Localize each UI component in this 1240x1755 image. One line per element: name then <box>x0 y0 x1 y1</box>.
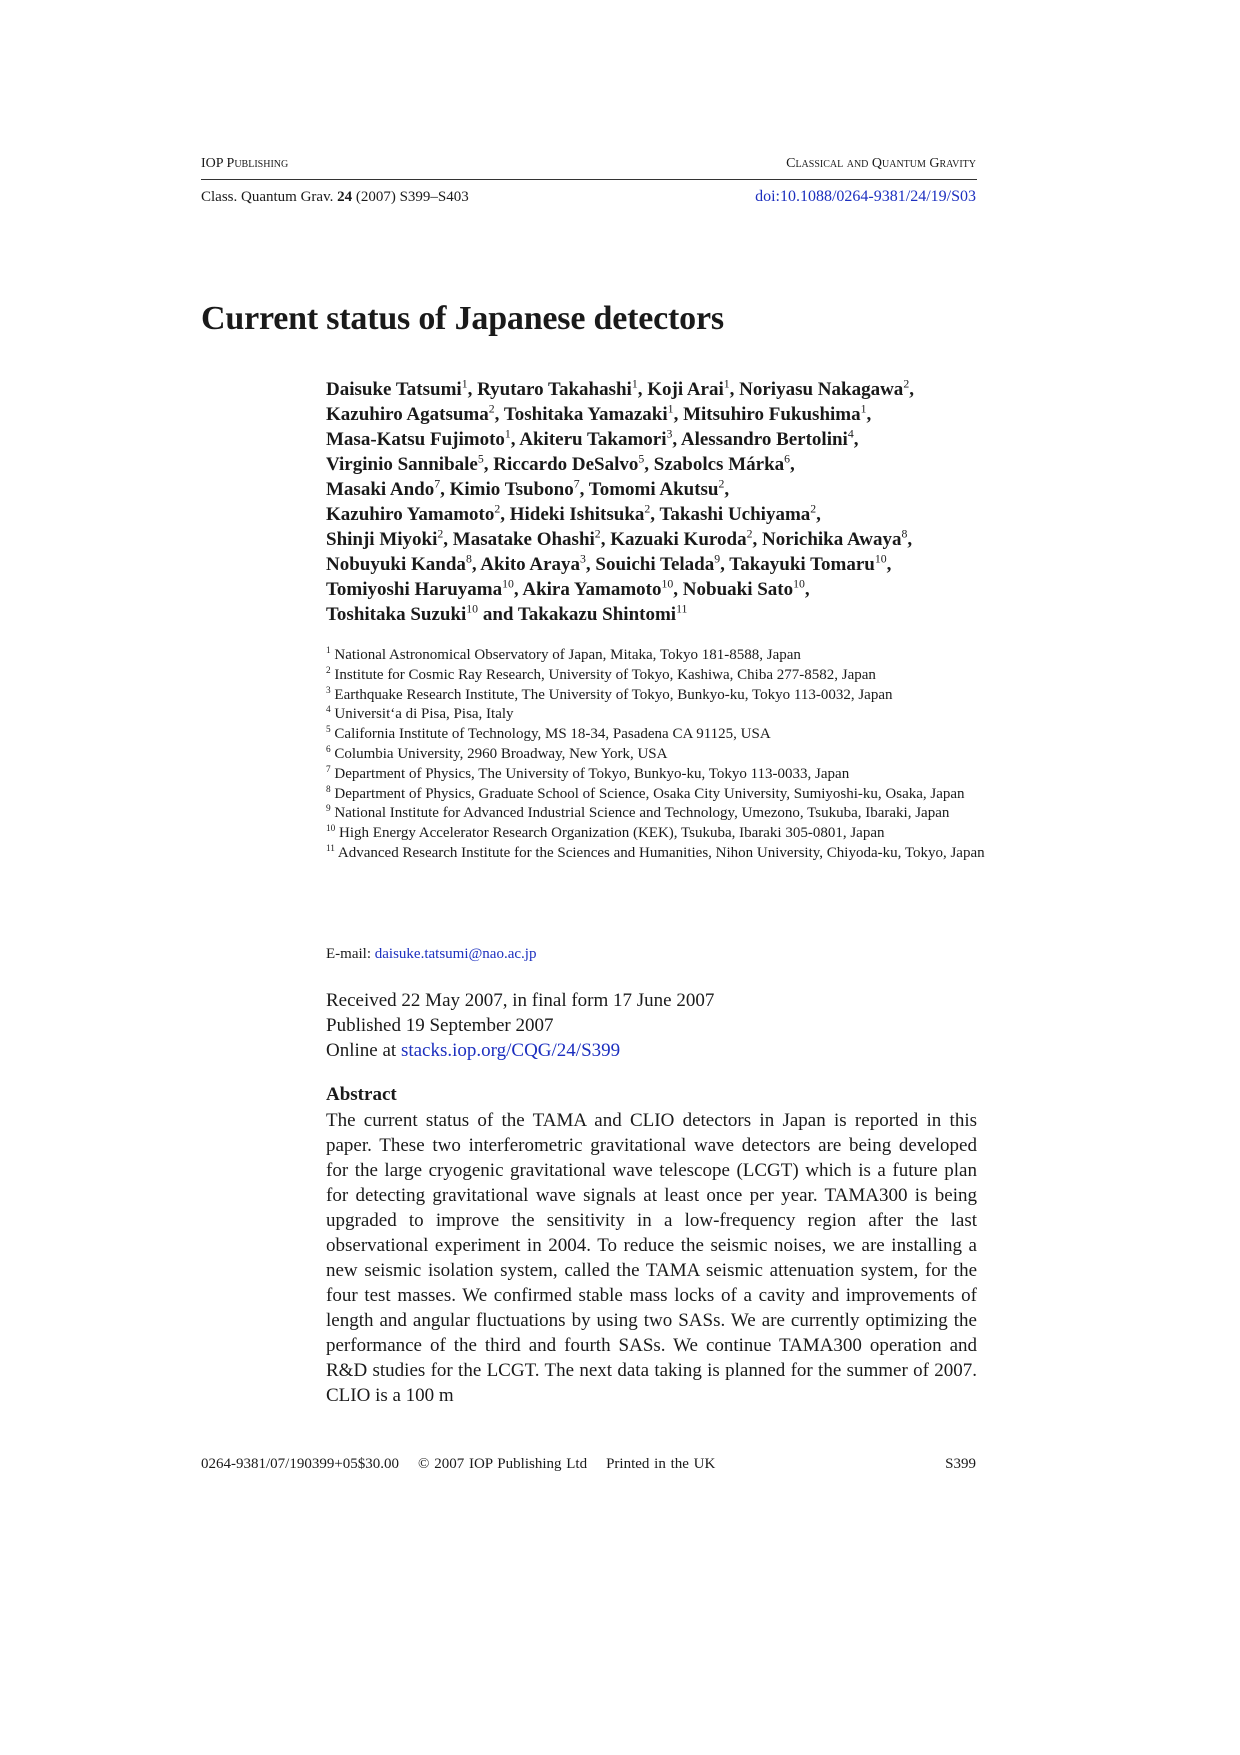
affiliation-text: Earthquake Research Institute, The University of Tokyo, Bunkyo-ku, Tokyo 113-0032, Japan <box>334 686 893 703</box>
author-name: Akito Araya <box>480 554 581 575</box>
affiliation-number: 11 <box>326 843 335 854</box>
author-affiliation-mark: 10 <box>502 577 514 591</box>
author-name: Akira Yamamoto <box>522 579 662 600</box>
author-separator: , <box>494 404 504 425</box>
affiliation-number: 5 <box>326 725 331 736</box>
affiliation-text: Department of Physics, The University of Tokyo, Bunkyo-ku, Tokyo 113-0033, Japan <box>334 765 850 782</box>
author-affiliation-mark: 2 <box>903 377 910 391</box>
author-affiliation-mark: 1 <box>723 377 730 391</box>
author-affiliation-mark: 10 <box>661 577 674 591</box>
affiliation-item <box>326 705 986 725</box>
author-separator: , <box>585 554 596 575</box>
author-name: Norichika Awaya <box>761 529 902 550</box>
footer-code: 0264-9381/07/190399+05$30.00 <box>201 1456 400 1472</box>
author-name: Hideki Ishitsuka <box>509 504 645 525</box>
author-list <box>326 377 986 627</box>
author-separator: , <box>443 529 453 550</box>
publisher-header: IOP Publishing <box>201 156 289 171</box>
author-name: Tomiyoshi Haruyama <box>326 579 503 600</box>
author-affiliation-mark: 10 <box>793 577 805 591</box>
author-name: Masa-Katsu Fujimoto <box>326 429 505 450</box>
online-link[interactable]: stacks.iop.org/CQG/24/S399 <box>400 1040 621 1061</box>
abstract-text: The current status of the TAMA and CLIO detectors in Japan is reported in this paper. These two interferometric gravitational wave detectors are being developed for the large cryogenic gravitational wave telescope (LCGT) which is a future plan for detecting gravitational wave signals at least once per year. TAMA300 is being upgraded to improve the sensitivity in a low-frequency region after the last observational experiment in 2004. To reduce the seismic noises, we are installing a new seismic isolation system, called the TAMA seismic attenuation system, for the four test masses. We confirmed stable mass locks of a cavity and improvements of length and angular fluctuations by using two SASs. We are currently optimizing the performance of the third and fourth SASs. We continue TAMA300 operation and R&D studies for the LCGT. The next data taking is planned for the summer of 2007. CLIO is a 100 m <box>326 1110 977 1406</box>
paper-title: Current status of Japanese detectors <box>201 300 724 337</box>
author-separator: , <box>672 429 681 450</box>
citation-journal: Class. Quantum Grav. <box>201 189 334 205</box>
author-name: Souichi Telada <box>595 554 715 575</box>
affiliation-text: Department of Physics, Graduate School of Science, Osaka City University, Sumiyoshi-ku, Osaka, Japan <box>334 785 965 802</box>
author-affiliation-mark: 2 <box>746 527 753 541</box>
affiliation-number: 8 <box>326 784 331 795</box>
author-separator: , <box>510 429 520 450</box>
author-affiliation-mark: 4 <box>847 427 854 441</box>
journal-header: Classical and Quantum Gravity <box>786 156 976 171</box>
author-name: Alessandro Bertolini <box>680 429 848 450</box>
author-separator: , <box>579 479 589 500</box>
affiliation-text: High Energy Accelerator Research Organization (KEK), Tsukuba, Ibaraki 305-0801, Japan <box>339 825 885 842</box>
author-affiliation-mark: 1 <box>667 402 674 416</box>
affiliation-text: Columbia University, 2960 Broadway, New York, USA <box>334 745 668 762</box>
citation-volume: 24 <box>337 189 353 205</box>
online-label: Online at <box>326 1040 397 1061</box>
author-name: Koji Arai <box>647 379 724 400</box>
author-affiliation-mark: 2 <box>810 502 817 516</box>
author-separator: , <box>804 579 815 600</box>
author-separator: , <box>853 429 864 450</box>
citation <box>201 189 469 206</box>
online-line <box>326 1038 714 1063</box>
footer-info <box>201 1456 715 1473</box>
email-line <box>326 946 536 963</box>
author-separator: , <box>513 579 523 600</box>
affiliation-number: 2 <box>326 665 331 676</box>
author-name: Kimio Tsubono <box>449 479 574 500</box>
author-affiliation-mark: 2 <box>494 502 501 516</box>
citation-year-pages: (2007) S399–S403 <box>355 189 469 205</box>
author-separator: , <box>644 454 654 475</box>
affiliation-text: Advanced Research Institute for the Sciences and Humanities, Nihon University, Chiyoda-ku, Tokyo, Japan <box>337 844 985 861</box>
author-affiliation-mark: 5 <box>477 452 484 466</box>
author-affiliation-mark: 10 <box>874 552 887 566</box>
author-affiliation-mark: 1 <box>860 402 867 416</box>
author-affiliation-mark: 3 <box>580 552 586 566</box>
abstract-heading: Abstract <box>326 1084 397 1105</box>
affiliation-text: National Institute for Advanced Industrial Science and Technology, Umezono, Tsukuba, Ibaraki, Japan <box>334 805 950 822</box>
author-affiliation-mark: 2 <box>437 527 444 541</box>
affiliation-number: 3 <box>326 685 331 696</box>
author-affiliation-mark: 1 <box>631 377 638 391</box>
author-name: Toshitaka Suzuki <box>326 604 467 625</box>
affiliation-item <box>326 844 986 864</box>
affiliation-text: California Institute of Technology, MS 18-34, Pasadena CA 91125, USA <box>334 726 771 743</box>
author-name: Masatake Ohashi <box>452 529 595 550</box>
author-name: Ryutaro Takahashi <box>477 379 632 400</box>
publication-dates <box>326 988 714 1063</box>
published-date: Published 19 September 2007 <box>326 1015 554 1036</box>
affiliation-item <box>326 765 986 785</box>
received-date: Received 22 May 2007, in final form 17 June 2007 <box>326 990 715 1011</box>
author-affiliation-mark: 2 <box>718 477 725 491</box>
doi-link[interactable]: doi:10.1088/0264-9381/24/19/S03 <box>755 188 976 205</box>
author-separator: , <box>500 504 510 525</box>
affiliation-number: 6 <box>326 744 331 755</box>
affiliation-item <box>326 686 986 706</box>
author-separator: , <box>471 554 481 575</box>
author-separator: , <box>673 404 684 425</box>
author-name: Mitsuhiro Fukushima <box>683 404 861 425</box>
author-affiliation-mark: 6 <box>784 452 791 466</box>
affiliation-item <box>326 666 986 686</box>
author-separator: , <box>816 504 826 525</box>
affiliation-item <box>326 804 986 824</box>
author-separator: , <box>724 479 734 500</box>
author-name: Kazuhiro Agatsuma <box>326 404 489 425</box>
author-name: Nobuaki Sato <box>682 579 794 600</box>
author-name: Kazuhiro Yamamoto <box>326 504 495 525</box>
author-name: Virginio Sannibale <box>326 454 478 475</box>
author-name: Toshitaka Yamazaki <box>503 404 668 425</box>
author-affiliation-mark: 8 <box>901 527 908 541</box>
author-affiliation-mark: 1 <box>461 377 468 391</box>
author-name: Takayuki Tomaru <box>729 554 875 575</box>
author-separator: , <box>440 479 450 500</box>
affiliation-item <box>326 745 986 765</box>
author-separator: , <box>886 554 897 575</box>
author-affiliation-mark: 2 <box>594 527 601 541</box>
author-affiliation-mark: 3 <box>666 427 673 441</box>
author-affiliation-mark: 10 <box>466 602 479 616</box>
author-affiliation-mark: 5 <box>638 452 645 466</box>
author-separator: , <box>650 504 660 525</box>
affiliation-text: Universit‘a di Pisa, Pisa, Italy <box>334 706 514 723</box>
author-separator: , <box>637 379 648 400</box>
footer-copyright: © 2007 IOP Publishing Ltd <box>418 1456 588 1472</box>
author-affiliation-mark: 7 <box>434 477 441 491</box>
affiliation-item <box>326 785 986 805</box>
author-name: Daisuke Tatsumi <box>326 379 462 400</box>
author-separator: , <box>673 579 683 600</box>
author-affiliation-mark: 2 <box>488 402 495 416</box>
author-name: Tomomi Akutsu <box>588 479 719 500</box>
author-affiliation-mark: 7 <box>573 477 580 491</box>
affiliation-number: 1 <box>326 646 331 656</box>
author-affiliation-mark: 8 <box>465 552 472 566</box>
author-separator: , <box>720 554 730 575</box>
author-separator: , <box>729 379 740 400</box>
affiliation-item <box>326 646 986 666</box>
affiliation-item <box>326 824 986 844</box>
affiliation-list <box>326 646 986 864</box>
author-separator: , <box>907 529 917 550</box>
author-separator: and <box>478 604 518 625</box>
affiliation-number: 4 <box>326 705 331 716</box>
affiliation-number: 10 <box>326 824 336 835</box>
author-name: Akiteru Takamori <box>519 429 667 450</box>
author-name: Takakazu Shintomi <box>517 604 677 625</box>
author-name: Kazuaki Kuroda <box>610 529 747 550</box>
author-name: Nobuyuki Kanda <box>326 554 466 575</box>
affiliation-text: Institute for Cosmic Ray Research, University of Tokyo, Kashiwa, Chiba 277-8582, Japan <box>334 666 876 683</box>
email-label: E-mail: <box>326 946 371 962</box>
author-separator: , <box>600 529 611 550</box>
author-name: Riccardo DeSalvo <box>493 454 639 475</box>
email-link[interactable]: daisuke.tatsumi@nao.ac.jp <box>374 946 537 962</box>
author-name: Shinji Miyoki <box>326 529 438 550</box>
author-affiliation-mark: 1 <box>504 427 511 441</box>
affiliation-number: 7 <box>326 764 331 775</box>
affiliation-text: National Astronomical Observatory of Japan, Mitaka, Tokyo 181-8588, Japan <box>334 647 801 663</box>
author-affiliation-mark: 11 <box>676 602 688 616</box>
footer-printed: Printed in the UK <box>606 1456 716 1472</box>
author-separator: , <box>483 454 494 475</box>
author-separator: , <box>467 379 478 400</box>
author-separator: , <box>752 529 762 550</box>
header-divider <box>201 179 977 180</box>
author-affiliation-mark: 9 <box>714 552 721 566</box>
author-name: Szabolcs Márka <box>653 454 785 475</box>
affiliation-item <box>326 725 986 745</box>
author-name: Takashi Uchiyama <box>659 504 811 525</box>
author-separator: , <box>790 454 800 475</box>
author-affiliation-mark: 2 <box>644 502 651 516</box>
author-name: Masaki Ando <box>326 479 435 500</box>
author-separator: , <box>866 404 877 425</box>
author-separator: , <box>909 379 919 400</box>
affiliation-number: 9 <box>326 804 331 815</box>
page-number: S399 <box>945 1456 976 1472</box>
author-name: Noriyasu Nakagawa <box>739 379 904 400</box>
